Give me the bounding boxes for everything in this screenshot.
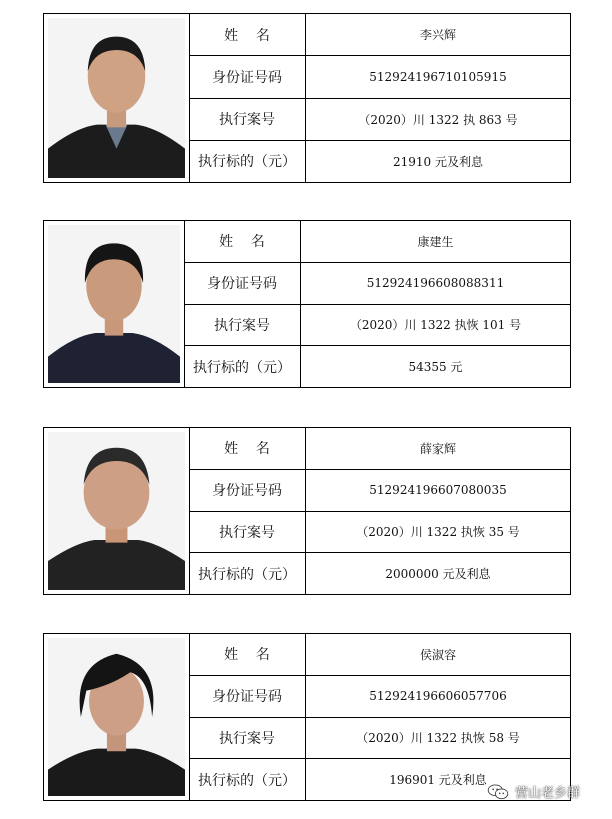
debtor-record-2 <box>43 220 571 388</box>
id-value: 512924196710105915 <box>369 69 507 84</box>
id-label: 身份证号码 <box>184 263 301 304</box>
debtor-photo-1 <box>44 14 190 182</box>
person-portrait-icon <box>48 225 180 383</box>
id-label: 身份证号码 <box>189 56 306 97</box>
case-label: 执行案号 <box>189 512 306 553</box>
id-label: 身份证号码 <box>189 470 306 511</box>
name-label: 姓 名 <box>189 634 306 675</box>
name-value: 李兴辉 <box>419 28 456 43</box>
id-value: 512924196606057706 <box>369 689 507 704</box>
name-row <box>184 221 570 263</box>
debtor-record-4 <box>43 633 571 801</box>
amount-label: 执行标的（元） <box>189 553 306 594</box>
debtor-photo-4 <box>44 634 190 800</box>
case-value: （2020）川 1322 执恢 58 号 <box>356 731 520 746</box>
person-portrait-icon <box>48 638 185 796</box>
id-row <box>189 56 570 98</box>
amount-value: 196901 元及利息 <box>389 773 487 788</box>
id-row <box>184 263 570 305</box>
id-value: 512924196608088311 <box>366 276 505 291</box>
person-portrait-icon <box>48 432 185 590</box>
name-value: 薛家辉 <box>419 441 456 456</box>
amount-value: 54355 元 <box>408 360 463 375</box>
amount-row <box>189 553 570 594</box>
name-row <box>189 428 570 470</box>
amount-label: 执行标的（元） <box>189 141 306 182</box>
id-row <box>189 676 570 718</box>
name-row <box>189 634 570 676</box>
case-value: （2020）川 1322 执 863 号 <box>358 112 518 127</box>
person-portrait-icon <box>48 18 185 178</box>
id-row <box>189 470 570 512</box>
case-label: 执行案号 <box>189 718 306 759</box>
name-label: 姓 名 <box>184 221 301 262</box>
amount-value: 2000000 元及利息 <box>385 567 491 582</box>
debtor-photo-2 <box>44 221 185 387</box>
debtor-photo-3 <box>44 428 190 594</box>
debtor-record-1 <box>43 13 571 183</box>
case-label: 执行案号 <box>184 305 301 346</box>
debtor-record-3 <box>43 427 571 595</box>
case-row <box>189 512 570 554</box>
name-label: 姓 名 <box>189 428 306 469</box>
case-value: （2020）川 1322 执恢 101 号 <box>349 318 522 333</box>
case-label: 执行案号 <box>189 99 306 140</box>
case-row <box>189 99 570 141</box>
name-value: 康建生 <box>417 234 454 249</box>
amount-row <box>189 141 570 182</box>
id-value: 512924196607080035 <box>369 483 507 498</box>
amount-label: 执行标的（元） <box>189 759 306 800</box>
case-row <box>184 305 570 347</box>
id-label: 身份证号码 <box>189 676 306 717</box>
name-value: 侯淑容 <box>419 647 456 662</box>
watermark-text: 营山老乡群 <box>515 786 581 801</box>
amount-value: 21910 元及利息 <box>393 154 483 169</box>
case-row <box>189 718 570 760</box>
wechat-icon <box>487 784 509 800</box>
name-label: 姓 名 <box>189 14 306 55</box>
watermark <box>487 782 580 801</box>
name-row <box>189 14 570 56</box>
case-value: （2020）川 1322 执恢 35 号 <box>356 525 520 540</box>
amount-row <box>184 346 570 387</box>
amount-label: 执行标的（元） <box>184 346 301 387</box>
